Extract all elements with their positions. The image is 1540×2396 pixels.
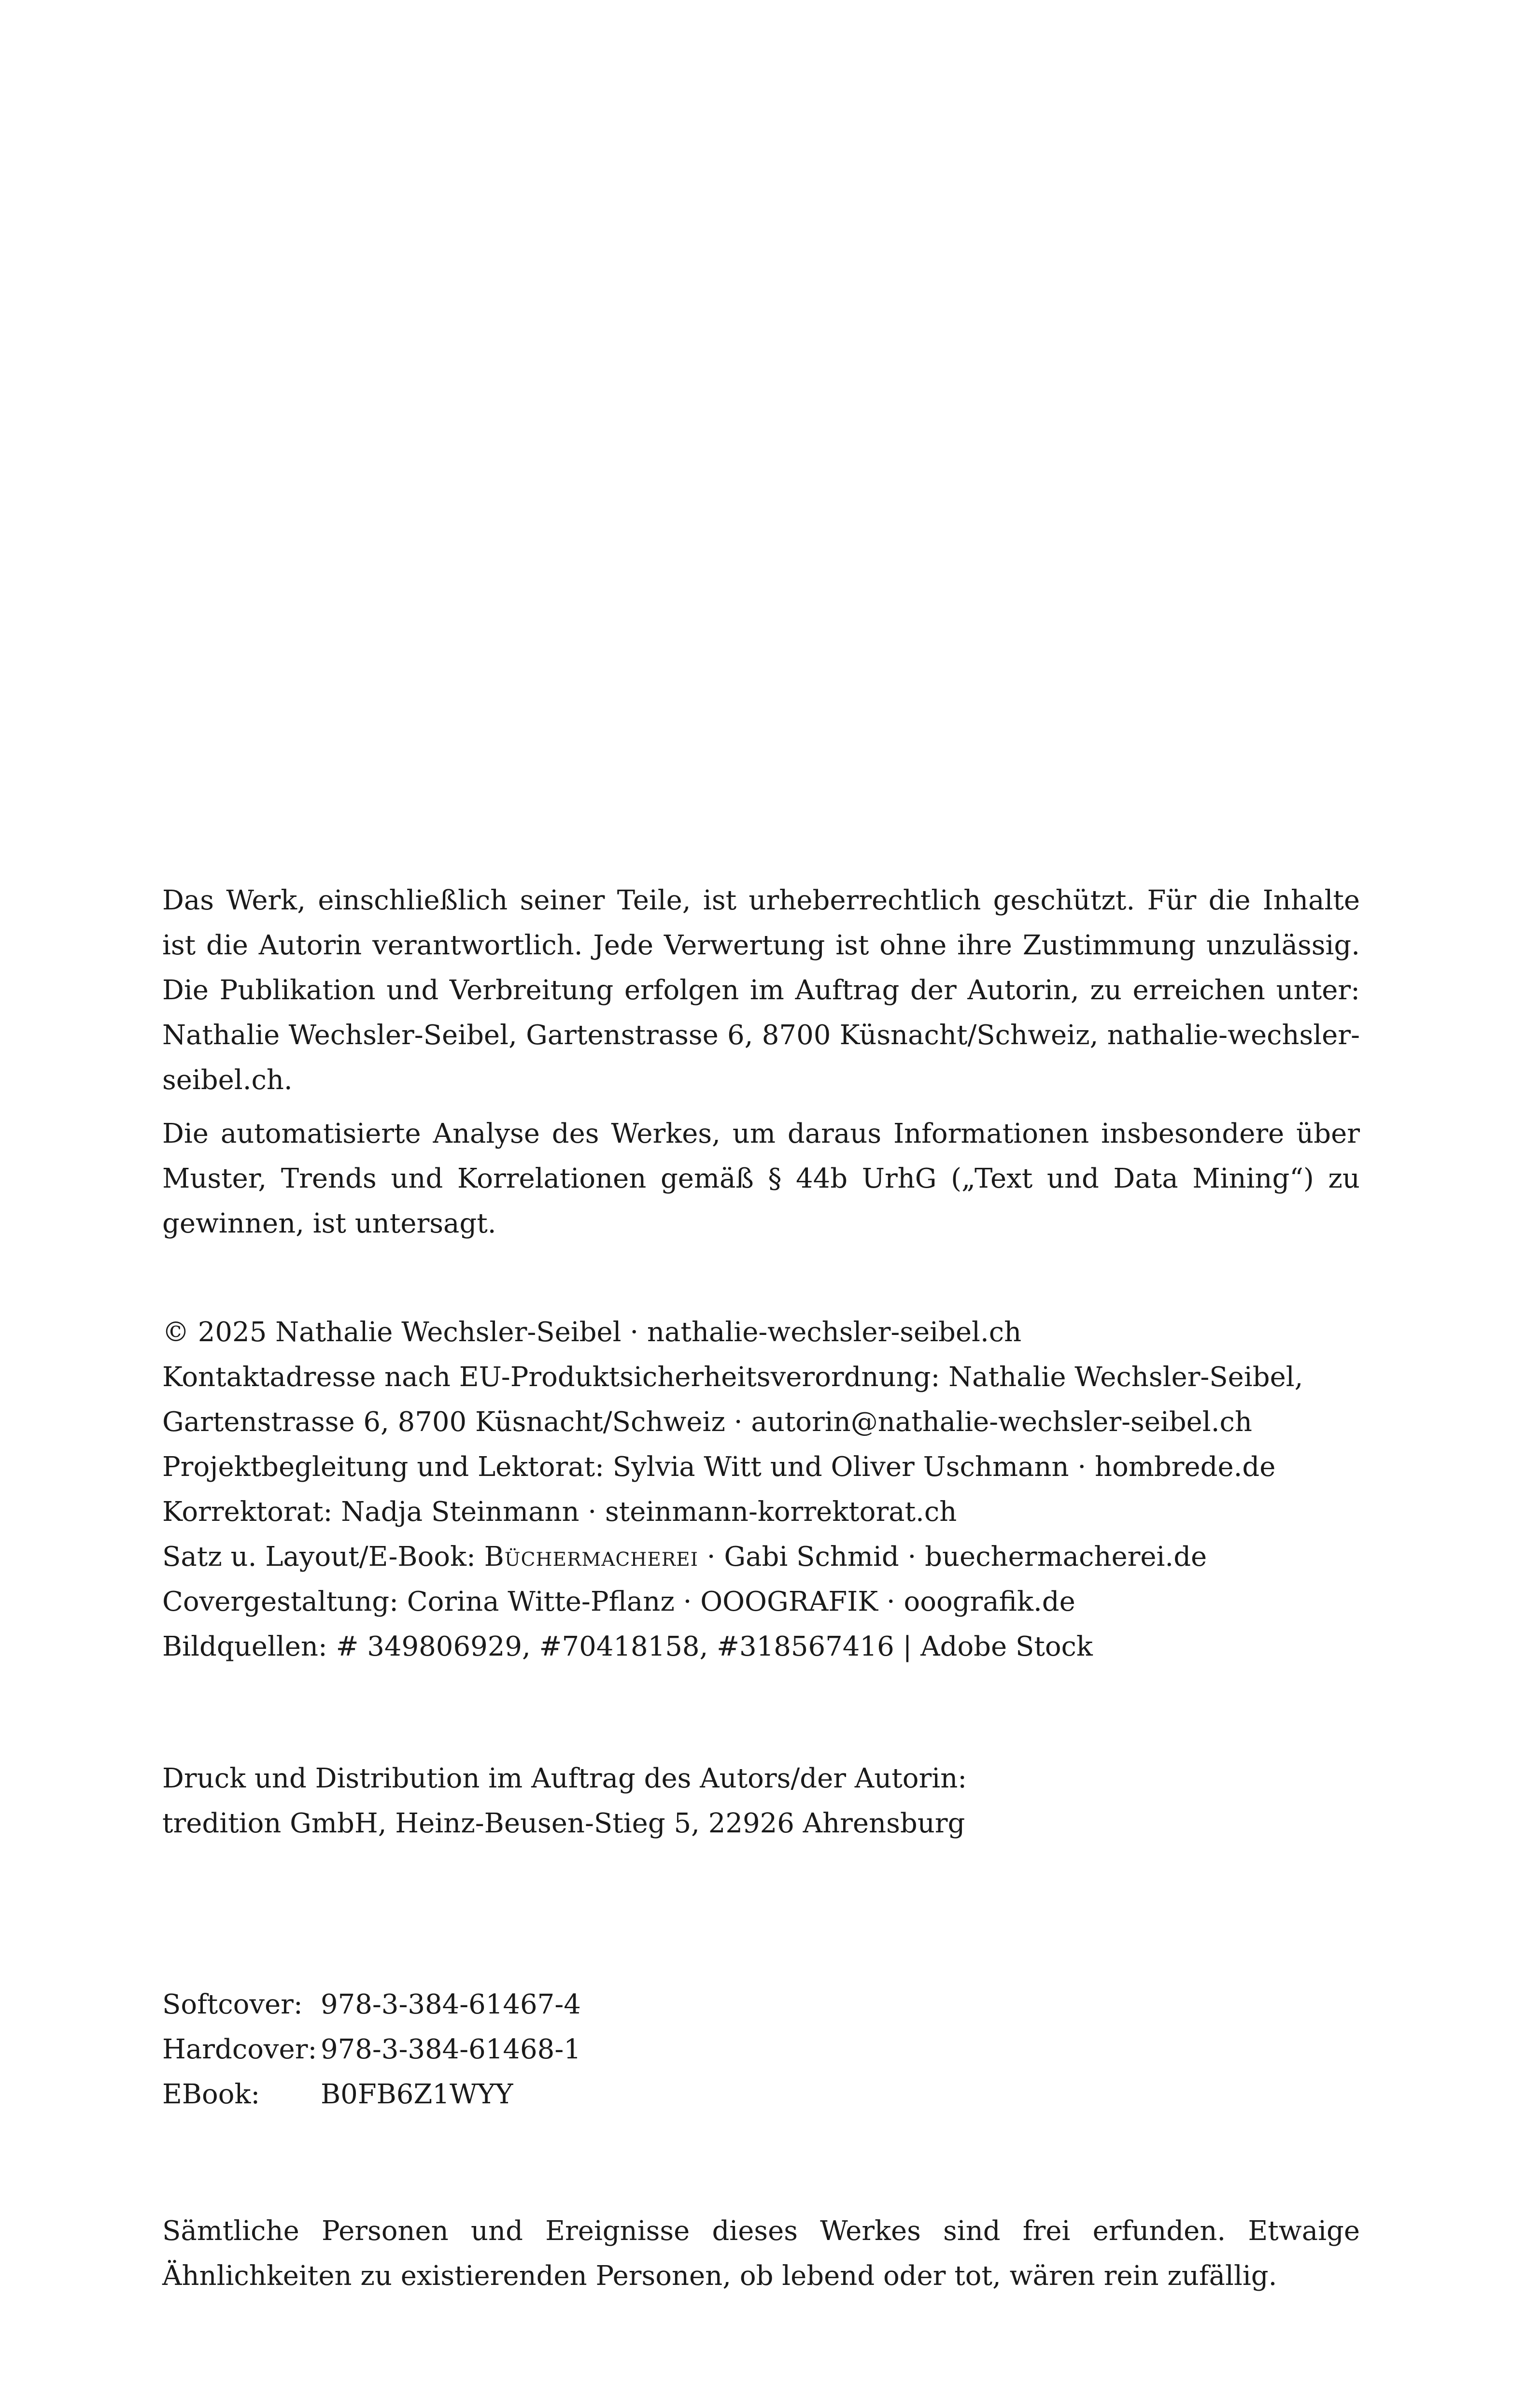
isbn-value: B0FB6Z1WYY	[321, 2079, 513, 2110]
isbn-label: Hardcover:	[162, 2034, 317, 2065]
isbn-label: Softcover:	[162, 1989, 303, 2020]
isbn-row-ebook	[162, 2072, 1360, 2117]
disclaimer-block	[162, 2209, 1360, 2298]
fiction-disclaimer: Sämtliche Personen und Ereignisse dieses Werkes sind frei erfunden. Etwaige Ähnlichkeiten zu existierenden Personen, ob lebend oder tot, wären rein zufällig.	[162, 2215, 1360, 2292]
proofreading-line: Korrektorat: Nadja Steinmann · steinmann-korrektorat.ch	[162, 1496, 957, 1528]
contact-line-1: Kontaktadresse nach EU-Produktsicherheitsverordnung: Nathalie Wechsler-Seibel,	[162, 1361, 1303, 1393]
isbn-row-hardcover	[162, 2027, 1360, 2072]
distribution-line-2: tredition GmbH, Heinz-Beusen-Stieg 5, 22926 Ahrensburg	[162, 1808, 965, 1839]
legal-notice	[162, 878, 1360, 1246]
distribution-line-1: Druck und Distribution im Auftrag des Autors/der Autorin:	[162, 1763, 967, 1794]
imprint-page	[162, 878, 1360, 2298]
copyright-notice-paragraph: Das Werk, einschließlich seiner Teile, ist urheberrechtlich geschützt. Für die Inhalte ist die Autorin verantwortlich. Jede Verwertung ist ohne ihre Zustimmung unzulässig. Die Publikation und Verbreitung erfolgen im Auftrag der Autorin, zu erreichen unter: Nathalie Wechsler-Seibel, Gartenstrasse 6, 8700 Küsnacht/Schweiz, nathalie-wechsler-seibel.ch.	[162, 885, 1360, 1096]
isbn-row-softcover	[162, 1982, 1360, 2027]
contact-line-2: Gartenstrasse 6, 8700 Küsnacht/Schweiz · autorin@nathalie-wechsler-seibel.ch	[162, 1406, 1252, 1438]
layout-suffix: · Gabi Schmid · buechermacherei.de	[698, 1541, 1207, 1573]
distribution-block	[162, 1756, 1360, 1846]
cover-line: Covergestaltung: Corina Witte-Pflanz · OOOGRAFIK · ooografik.de	[162, 1586, 1075, 1617]
isbn-block	[162, 1982, 1360, 2117]
image-sources-line: Bildquellen: # 349806929, #70418158, #318567416 | Adobe Stock	[162, 1631, 1093, 1662]
copyright-line: © 2025 Nathalie Wechsler-Seibel · nathalie-wechsler-seibel.ch	[162, 1317, 1022, 1348]
layout-prefix: Satz u. Layout/E-Book:	[162, 1541, 484, 1573]
layout-brand: Büchermacherei	[484, 1541, 698, 1573]
project-line: Projektbegleitung und Lektorat: Sylvia Witt und Oliver Uschmann · hombrede.de	[162, 1451, 1276, 1483]
isbn-label: EBook:	[162, 2079, 260, 2110]
layout-line	[162, 1534, 1360, 1579]
credits-block	[162, 1310, 1360, 1669]
text-data-mining-notice: Die automatisierte Analyse des Werkes, um daraus Informationen insbesondere über Muster, Trends und Korrelationen gemäß § 44b UrhG („Text und Data Mining“) zu gewinnen, ist untersagt.	[162, 1118, 1360, 1239]
isbn-value: 978-3-384-61467-4	[321, 1989, 581, 2020]
isbn-value: 978-3-384-61468-1	[321, 2034, 581, 2065]
